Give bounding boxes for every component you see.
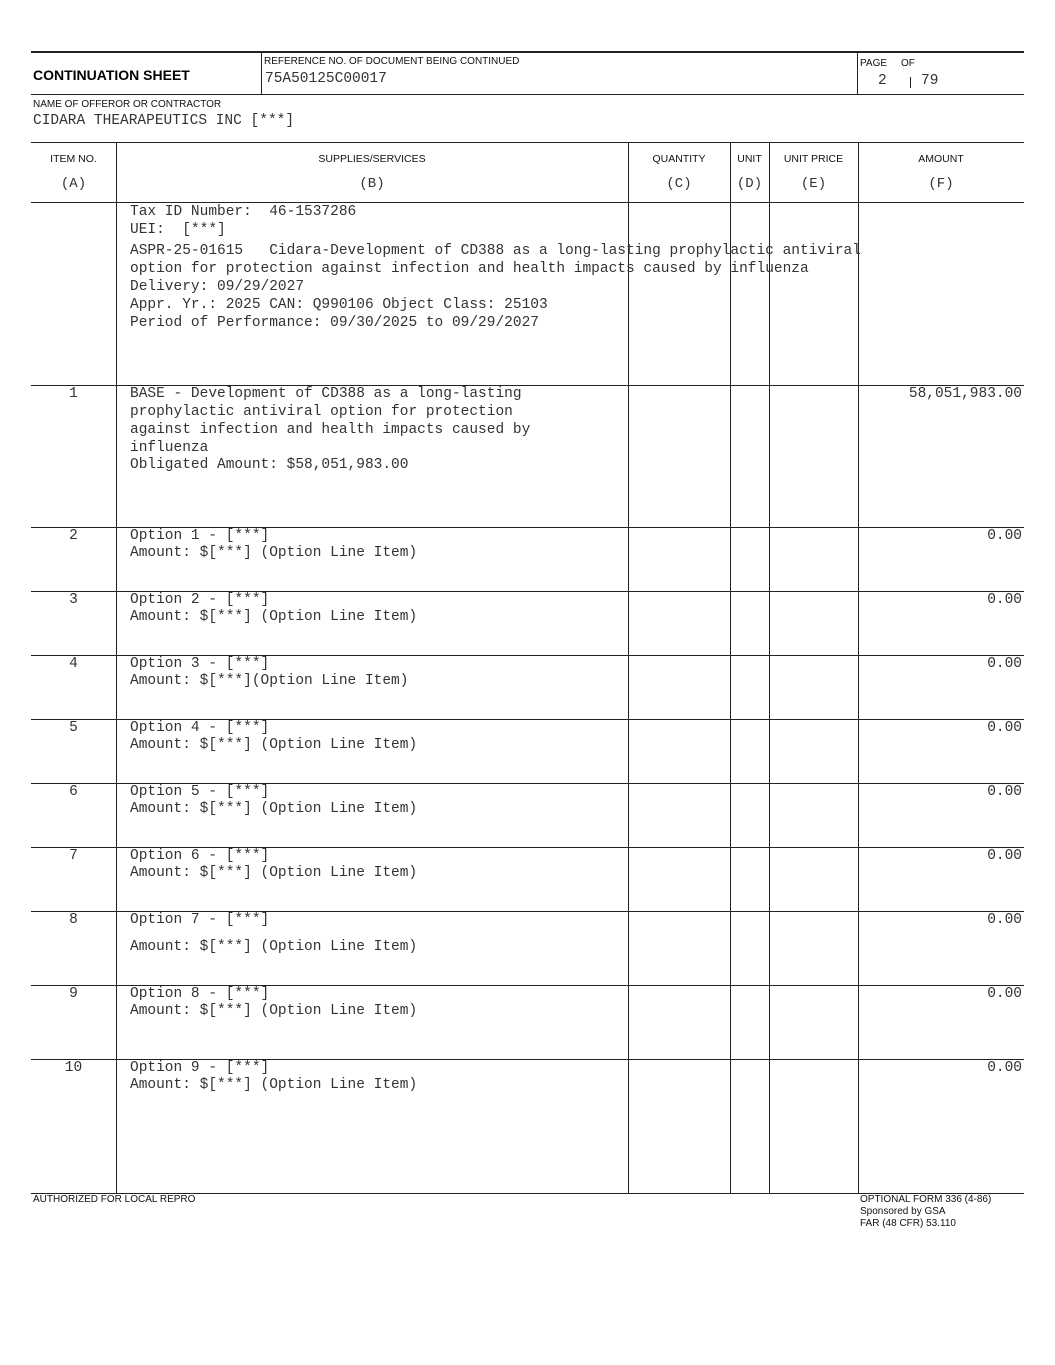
item-amount: 0.00 [987,1060,1022,1076]
header-divider-left [261,52,262,94]
page-of-divider [910,77,911,88]
col-divider-d-e [769,142,770,1193]
item-description-line: Option 3 - [***] [130,656,270,672]
item-number: 10 [64,1060,83,1076]
col-header-amount: AMOUNT [918,153,964,165]
item-number: 9 [69,986,78,1002]
item-amount: 58,051,983.00 [908,386,1022,402]
item-option-amount: Amount: $[***] (Option Line Item) [130,737,418,753]
item-description-line: Option 1 - [***] [130,528,270,544]
item-description-line: Option 6 - [***] [130,848,270,864]
item-number: 2 [69,528,78,544]
item-option-amount: Amount: $[***] (Option Line Item) [130,801,418,817]
item-number: 8 [69,912,78,928]
item-option-amount: Amount: $[***](Option Line Item) [130,673,409,689]
page-label: PAGE [860,58,888,69]
col-letter-c: (C) [666,176,692,192]
header-divider-right [857,52,858,94]
item-description-line: against infection and health impacts caused by [130,422,531,438]
item-description-line: Option 4 - [***] [130,720,270,736]
period-of-performance-line: Period of Performance: 09/30/2025 to 09/29/2027 [130,315,539,331]
col-divider-a-b [116,142,117,1193]
item-number: 1 [69,386,78,402]
footer-far-citation: FAR (48 CFR) 53.110 [860,1218,956,1229]
col-divider-c-d [730,142,731,1193]
item-option-amount: Amount: $[***] (Option Line Item) [130,545,418,561]
table-top-rule [31,142,1024,143]
col-divider-b-c [628,142,629,1193]
of-label: OF [901,58,915,69]
page-number: 2 [878,73,887,89]
item-number: 3 [69,592,78,608]
item-description-line: BASE - Development of CD388 as a long-lasting [130,386,522,402]
item-amount: 0.00 [987,912,1022,928]
col-header-unit-price: UNIT PRICE [783,153,844,165]
col-letter-e: (E) [800,176,827,192]
page-total: 79 [921,73,939,89]
footer-authorized-repro: AUTHORIZED FOR LOCAL REPRO [33,1194,196,1205]
delivery-line: Delivery: 09/29/2027 [130,279,305,295]
tax-id-line: Tax ID Number: 46-1537286 [130,204,357,220]
appropriation-line: Appr. Yr.: 2025 CAN: Q990106 Object Class: 25103 [130,297,548,313]
item-amount: 0.00 [987,656,1022,672]
uei-line: UEI: [***] [130,222,226,238]
item-amount: 0.00 [987,784,1022,800]
item-number: 7 [69,848,78,864]
top-rule [31,51,1024,53]
col-letter-b: (B) [359,176,385,192]
item-amount: 0.00 [987,720,1022,736]
aspr-description-line: ASPR-25-01615 Cidara-Development of CD388 as a long-lasting prophylactic antiviral [130,243,861,259]
col-letter-f: (F) [928,176,954,192]
col-letter-d: (D) [736,176,763,192]
item-option-amount: Amount: $[***] (Option Line Item) [130,1003,418,1019]
col-header-supplies: SUPPLIES/SERVICES [318,153,426,165]
item-option-amount: Amount: $[***] (Option Line Item) [130,939,418,955]
item-description-line: Option 8 - [***] [130,986,270,1002]
item-obligated-amount: Obligated Amount: $58,051,983.00 [130,457,409,473]
item-amount: 0.00 [987,592,1022,608]
footer-form-number: OPTIONAL FORM 336 (4-86) [860,1194,992,1205]
header-bottom-rule [31,94,1024,95]
item-amount: 0.00 [987,848,1022,864]
item-option-amount: Amount: $[***] (Option Line Item) [130,865,418,881]
item-description-line: prophylactic antiviral option for protection [130,404,513,420]
item-description-line: Option 9 - [***] [130,1060,270,1076]
item-description-line: Option 5 - [***] [130,784,270,800]
item-number: 4 [69,656,78,672]
reference-label: REFERENCE NO. OF DOCUMENT BEING CONTINUED [264,56,520,67]
item-description-line: influenza [130,440,209,456]
form-title: CONTINUATION SHEET [33,67,190,83]
item-number: 5 [69,720,78,736]
col-header-unit: UNIT [737,153,762,165]
item-description-line: Option 2 - [***] [130,592,270,608]
offeror-label: NAME OF OFFEROR OR CONTRACTOR [33,99,222,110]
item-amount: 0.00 [987,986,1022,1002]
offeror-name: CIDARA THEARAPEUTICS INC [***] [33,113,295,129]
table-header-rule [31,202,1024,203]
footer-sponsor: Sponsored by GSA [860,1206,946,1217]
col-header-item-no: ITEM NO. [50,153,97,165]
item-amount: 0.00 [987,528,1022,544]
aspr-description-line-2: option for protection against infection and health impacts caused by influenza [130,261,809,277]
item-number: 6 [69,784,78,800]
item-description-line: Option 7 - [***] [130,912,270,928]
col-header-quantity: QUANTITY [652,153,706,165]
item-option-amount: Amount: $[***] (Option Line Item) [130,609,418,625]
item-option-amount: Amount: $[***] (Option Line Item) [130,1077,418,1093]
reference-number: 75A50125C00017 [265,71,387,87]
col-divider-e-f [858,142,859,1193]
col-letter-a: (A) [60,176,87,192]
